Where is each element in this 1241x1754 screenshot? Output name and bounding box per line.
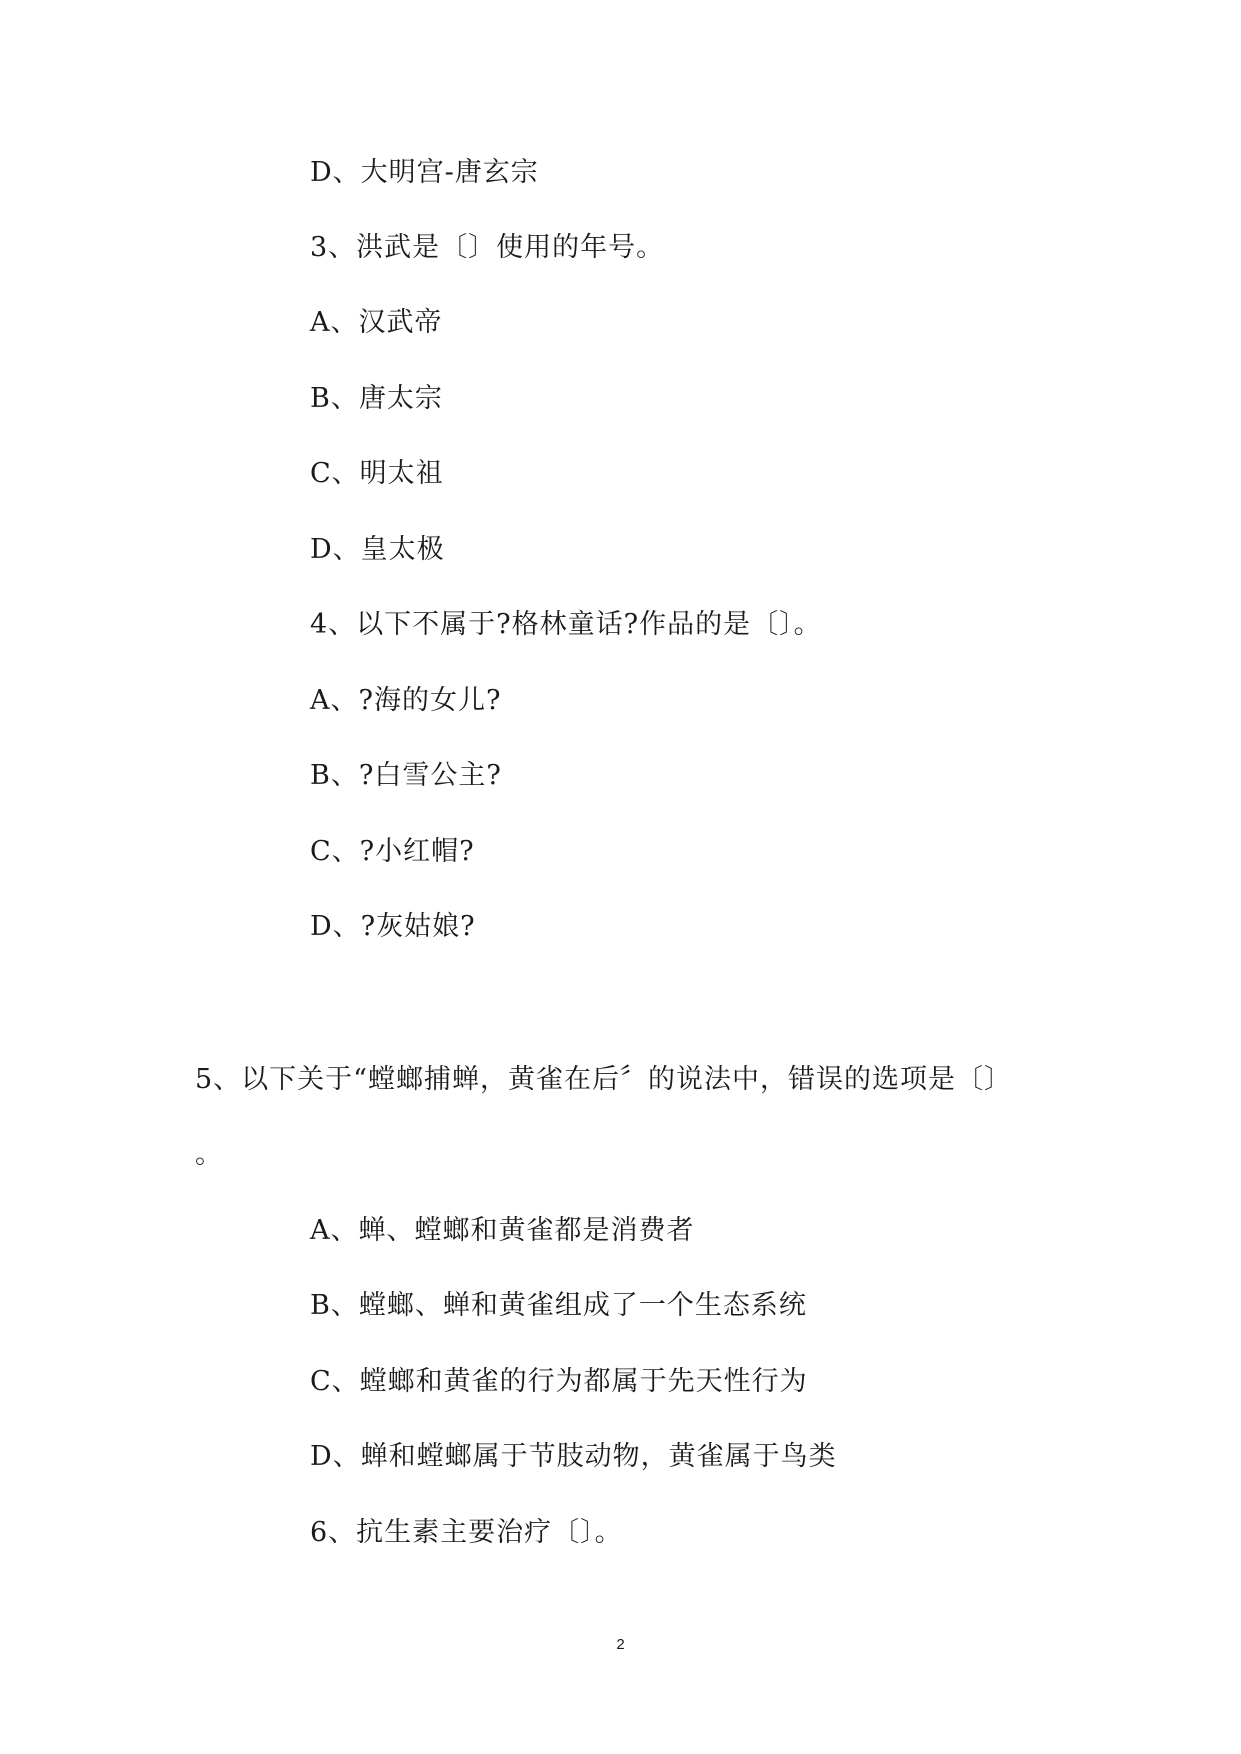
q5-option-b: B、螳螂、蝉和黄雀组成了一个生态系统 (310, 1290, 807, 1321)
q5-option-d: D、蝉和螳螂属于节肢动物，黄雀属于鸟类 (310, 1441, 837, 1472)
q3-option-a: A、汉武帝 (310, 307, 443, 338)
page-number: 2 (616, 1636, 625, 1653)
q4-option-c: C、?小红帽? (310, 836, 475, 867)
q4-option-d: D、?灰姑娘? (310, 911, 476, 942)
q4-option-b: B、?白雪公主? (310, 760, 502, 791)
q5-option-c: C、螳螂和黄雀的行为都属于先天性行为 (310, 1366, 808, 1397)
question-4: 4、以下不属于?格林童话?作品的是〔〕。 (310, 609, 822, 640)
q2-option-d: D、大明宫-唐玄宗 (310, 157, 539, 188)
q3-option-d: D、皇太极 (310, 534, 445, 565)
question-5-continuation: 。 (195, 1139, 223, 1170)
q3-option-b: B、唐太宗 (310, 383, 443, 414)
q5-option-a: A、蝉、螳螂和黄雀都是消费者 (310, 1215, 695, 1246)
q3-option-c: C、明太祖 (310, 458, 444, 489)
question-6: 6、抗生素主要治疗〔〕。 (310, 1517, 623, 1548)
question-5: 5、以下关于“螳螂捕蝉，黄雀在后〞的说法中，错误的选项是〔〕 (195, 1064, 1012, 1095)
question-3: 3、洪武是〔〕使用的年号。 (310, 232, 665, 263)
q4-option-a: A、?海的女儿? (310, 685, 502, 716)
